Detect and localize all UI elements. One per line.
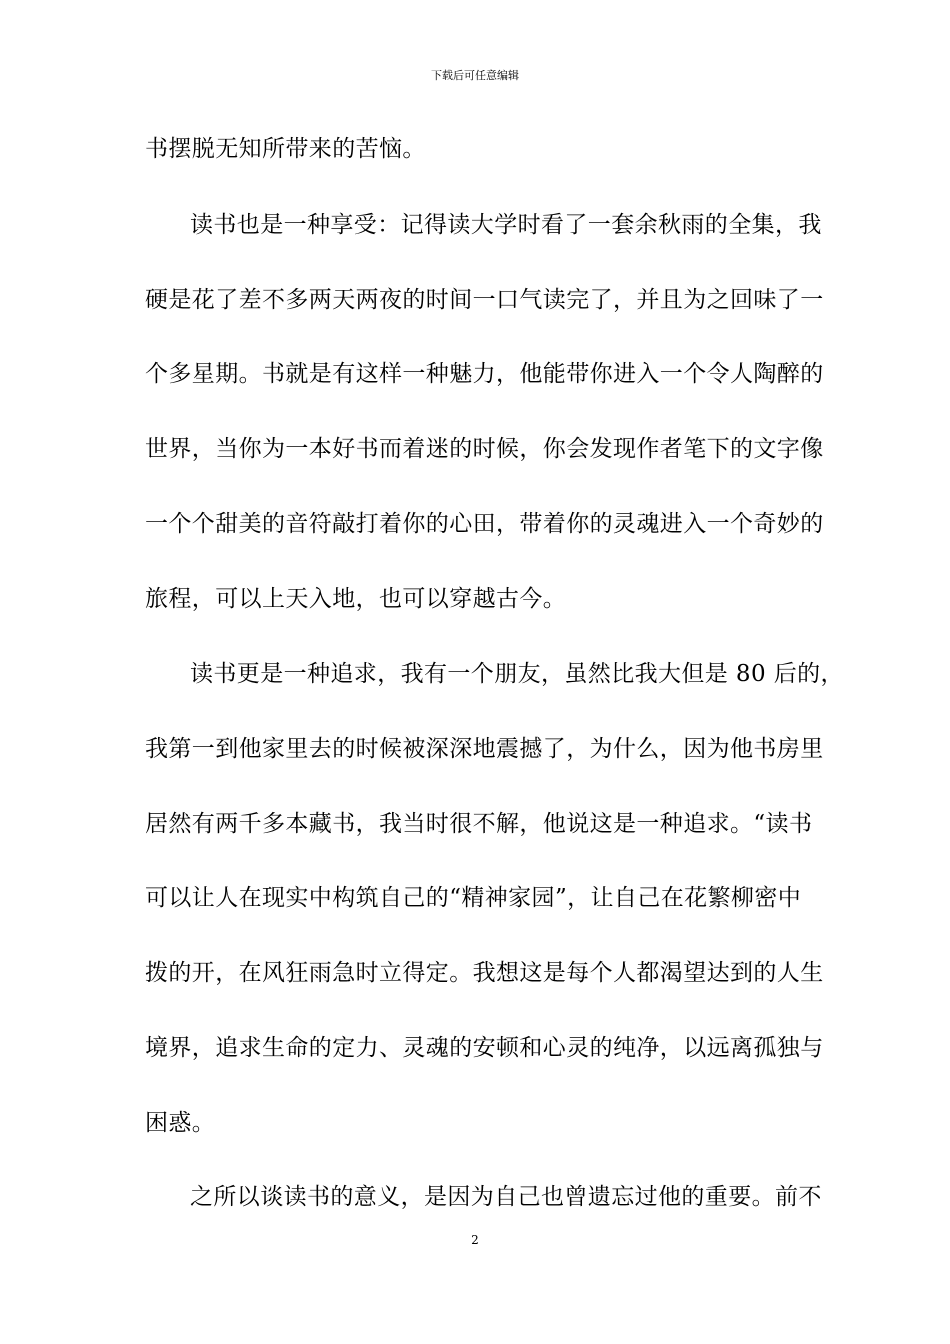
text-line: 可以让人在现实中构筑自己的“精神家园”，让自己在花繁柳密中	[145, 885, 802, 911]
page-header: 下载后可任意编辑	[431, 69, 519, 82]
text-line: 硬是花了差不多两天两夜的时间一口气读完了，并且为之回味了一	[145, 287, 824, 313]
text-line: 我第一到他家里去的时候被深深地震撼了，为什么，因为他书房里	[145, 736, 824, 762]
text-line: 境界，追求生命的定力、灵魂的安顿和心灵的纯净，以远离孤独与	[145, 1035, 824, 1061]
text-line: 拨的开，在风狂雨急时立得定。我想这是每个人都渴望达到的人生	[145, 960, 824, 986]
text-line: 个多星期。书就是有这样一种魅力，他能带你进入一个令人陶醉的	[145, 361, 824, 387]
text-line: 书摆脱无知所带来的苦恼。	[145, 136, 426, 162]
paragraph-first-line: 读书更是一种追求，我有一个朋友，虽然比我大但是 80 后的，	[190, 661, 844, 687]
text-line: 居然有两千多本藏书，我当时很不解，他说这是一种追求。“读书	[145, 811, 813, 837]
text-line: 困惑。	[145, 1110, 216, 1136]
page-number: 2	[471, 1233, 479, 1247]
paragraph-first-line: 读书也是一种享受：记得读大学时看了一套余秋雨的全集，我	[190, 212, 822, 238]
paragraph-first-line: 之所以谈读书的意义，是因为自己也曾遗忘过他的重要。前不	[190, 1184, 822, 1210]
text-line: 一个个甜美的音符敲打着你的心田，带着你的灵魂进入一个奇妙的	[145, 511, 824, 537]
text-line: 旅程，可以上天入地，也可以穿越古今。	[145, 586, 567, 612]
text-line: 世界，当你为一本好书而着迷的时候，你会发现作者笔下的文字像	[145, 436, 824, 462]
